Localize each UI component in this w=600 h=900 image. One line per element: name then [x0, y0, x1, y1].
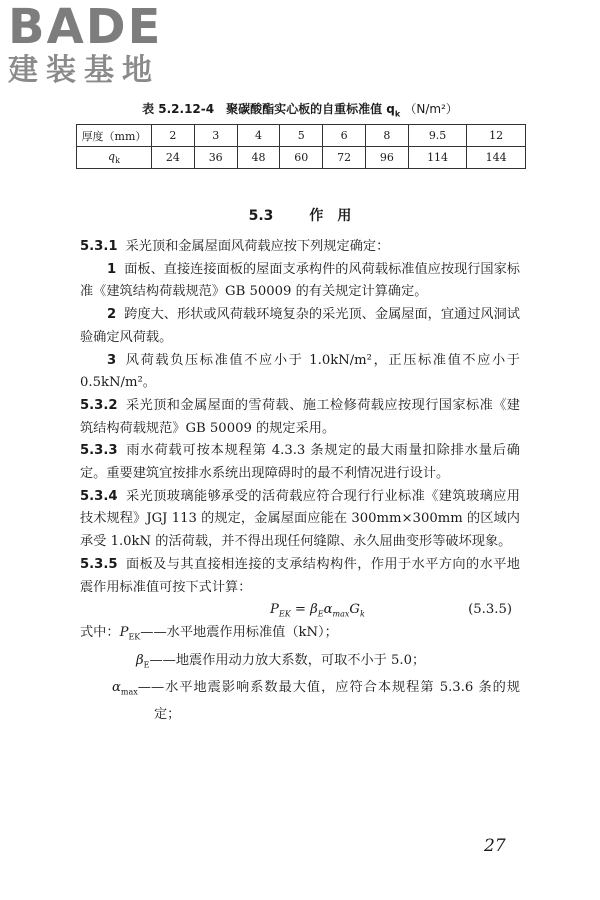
- self-weight-table: [76, 124, 526, 169]
- table-row-thickness: [77, 125, 526, 147]
- logo-chinese-text: 建装基地: [8, 53, 160, 88]
- document-body: [80, 236, 520, 727]
- formula-expression: $P_{EK} = \beta_E\alpha_{max}G_k$: [270, 602, 365, 619]
- definition-text: ——地震作用动力放大系数，可取不小于 5.0；: [149, 652, 426, 668]
- clause-number: 5.3.3: [80, 443, 118, 459]
- row-header-qk-symbol: q: [108, 149, 116, 163]
- clause-5-3-4: [80, 486, 520, 554]
- section-title: 作 用: [309, 208, 352, 224]
- clause-5-3-3: [80, 440, 520, 485]
- row-header-qk: [77, 147, 152, 169]
- table-cell: 2: [152, 125, 195, 147]
- item-3: [80, 350, 520, 395]
- item-2: [80, 304, 520, 349]
- table-cell: 6: [323, 125, 366, 147]
- item-number: 3: [107, 352, 117, 368]
- row-header-thickness: 厚度（mm）: [77, 125, 152, 147]
- logo-latin-text: BADE: [8, 0, 163, 55]
- formula-number: (5.3.5): [468, 602, 512, 618]
- table-row-qk: [77, 147, 526, 169]
- table-cell: 96: [365, 147, 408, 169]
- clause-5-3-2: [80, 395, 520, 440]
- where-definition-3: $\alpha_{max}——$水平地震影响系数最大值，应符合本规程第 5.3.6 条的规定；: [112, 679, 520, 723]
- bade-logo: [8, 2, 178, 88]
- definition-text: ——水平地震影响系数最大值，应符合本规程第 5.3.6 条的规定；: [137, 679, 520, 723]
- item-text: 风荷载负压标准值不应小于 1.0kN/m²，正压标准值不应小于 0.5kN/m²。: [80, 352, 520, 391]
- item-1: [80, 259, 520, 304]
- where-lead: 式中：: [80, 625, 120, 641]
- clause-text: 雨水荷载可按本规程第 4.3.3 条规定的最大雨量扣除排水量后确定。重要建筑宜按排水系统出现障碍时的最不利情况进行设计。: [80, 443, 520, 482]
- clause-text: 采光顶和金属屋面风荷载应按下列规定确定：: [125, 239, 390, 254]
- table-cell: 8: [365, 125, 408, 147]
- table-cell: 72: [323, 147, 366, 169]
- row-header-qk-sub: k: [115, 156, 120, 166]
- clause-number: 5.3.4: [80, 488, 118, 504]
- table-cell: 114: [408, 147, 467, 169]
- section-heading: [0, 205, 600, 225]
- table-cell: 36: [194, 147, 237, 169]
- clause-number: 5.3.1: [80, 239, 118, 254]
- table-cell: 48: [237, 147, 280, 169]
- table-cell: 60: [280, 147, 323, 169]
- page-number: 27: [484, 836, 506, 856]
- table-cell: 12: [467, 125, 526, 147]
- where-definition-1: 式中：$P_{EK}——$水平地震作用标准值（kN）；: [80, 625, 338, 642]
- item-text: 面板、直接连接面板的屋面支承构件的风荷载标准值应按现行国家标准《建筑结构荷载规范》GB 50009 的有关规定计算确定。: [80, 261, 520, 300]
- clause-text: 采光顶玻璃能够承受的活荷载应符合现行行业标准《建筑玻璃应用技术规程》JGJ 113 的规定，金属屋面应能在 300mm×300mm 的区域内承受 1.0kN 的活荷载，并不得出现任何缝隙、永久屈曲变形等破坏现象。: [80, 488, 520, 550]
- clause-number: 5.3.5: [80, 556, 118, 572]
- clause-text: 采光顶和金属屋面的雪荷载、施工检修荷载应按现行国家标准《建筑结构荷载规范》GB 50009 的规定采用。: [80, 397, 520, 436]
- table-cell: 144: [467, 147, 526, 169]
- table-caption: [0, 100, 600, 118]
- definition-text: ——水平地震作用标准值（kN）；: [140, 625, 338, 641]
- table-caption-main: 表 5.2.12-4 聚碳酸酯实心板的自重标准值 q: [142, 102, 395, 116]
- clause-5-3-5: [80, 554, 520, 599]
- table-caption-unit: （N/m²）: [404, 102, 458, 116]
- table-caption-sub: k: [394, 109, 401, 119]
- clause-number: 5.3.2: [80, 397, 118, 413]
- table-cell: 3: [194, 125, 237, 147]
- table-cell: 4: [237, 125, 280, 147]
- item-number: 2: [107, 307, 117, 323]
- where-definition-2: $\beta_E——$地震作用动力放大系数，可取不小于 5.0；: [136, 652, 426, 670]
- table-cell: 5: [280, 125, 323, 147]
- table-cell: 24: [152, 147, 195, 169]
- formula-5-3-5: [80, 599, 520, 622]
- item-text: 跨度大、形状或风荷载环境复杂的采光顶、金属屋面，宜通过风洞试验确定风荷载。: [80, 307, 520, 345]
- item-number: 1: [107, 261, 117, 277]
- clause-text: 面板及与其直接相连接的支承结构构件，作用于水平方向的水平地震作用标准值可按下式计算：: [80, 556, 520, 595]
- table-cell: 9.5: [408, 125, 467, 147]
- clause-5-3-1: [80, 236, 520, 259]
- section-number: 5.3: [248, 208, 274, 224]
